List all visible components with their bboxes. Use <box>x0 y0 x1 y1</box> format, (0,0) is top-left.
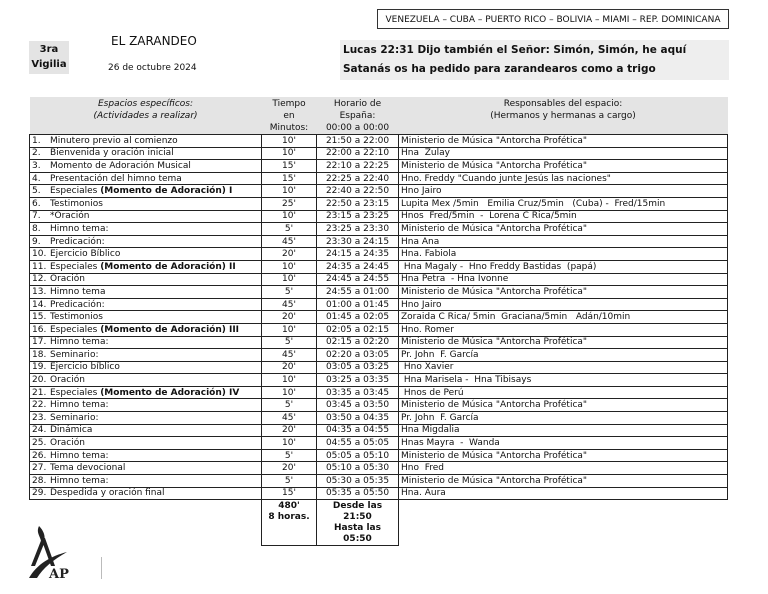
responsible-cell: Ministerio de Música "Antorcha Profética" <box>399 135 728 148</box>
table-row <box>30 273 728 286</box>
activity-cell <box>30 475 262 488</box>
schedule-cell: 24:15 a 24:35 <box>317 248 399 261</box>
header-minutes <box>262 97 317 135</box>
activity-cell <box>30 336 262 349</box>
title-block <box>70 30 240 80</box>
schedule-cell: 04:55 a 05:05 <box>317 437 399 450</box>
responsible-cell: Ministerio de Música "Antorcha Profética" <box>399 475 728 488</box>
total-range <box>317 500 399 546</box>
header-schedule-l3: 00:00 a 00:00 <box>325 123 390 133</box>
activity-name: Himno tema: <box>50 223 109 234</box>
activity-cell <box>30 298 262 311</box>
totals-blank-right <box>399 500 728 546</box>
responsible-cell: Hnos Fred/5min - Lorena C Rica/5min <box>399 210 728 223</box>
responsible-cell: Hna. Aura <box>399 487 728 500</box>
activity-number: 20. <box>32 375 47 386</box>
header-activity-title: Espacios específicos: <box>97 99 194 109</box>
table-row <box>30 248 728 261</box>
activity-cell <box>30 424 262 437</box>
responsible-cell: Zoraida C Rica/ 5min Graciana/5min Adán/10min <box>399 311 728 324</box>
activity-cell <box>30 185 262 198</box>
responsible-cell: Hna Zulay <box>399 147 728 160</box>
table-row <box>30 386 728 399</box>
responsible-cell: Hna Magaly - Hno Freddy Bastidas (papá) <box>399 260 728 273</box>
totals-row <box>30 500 728 546</box>
responsible-cell: Hna Migdalia <box>399 424 728 437</box>
activity-highlight: (Momento de Adoración) IV <box>100 387 240 398</box>
minutes-cell: 20' <box>262 311 317 324</box>
activity-cell <box>30 349 262 362</box>
activity-number: 12. <box>32 274 47 285</box>
vigilia-number: 3ra <box>39 44 59 55</box>
minutes-cell: 10' <box>262 147 317 160</box>
activity-number: 6. <box>32 198 41 209</box>
schedule-cell: 24:55 a 01:00 <box>317 286 399 299</box>
total-hours-value: 8 horas. <box>268 512 310 523</box>
table-row <box>30 323 728 336</box>
schedule-cell: 22:40 a 22:50 <box>317 185 399 198</box>
activity-number: 1. <box>32 135 41 146</box>
activity-name: Himno tema: <box>50 475 109 486</box>
responsible-cell: Hna. Fabiola <box>399 248 728 261</box>
activity-name: Especiales <box>50 324 101 335</box>
activity-name: Oración <box>50 274 85 285</box>
responsible-cell: Hno Xavier <box>399 361 728 374</box>
minutes-cell: 10' <box>262 185 317 198</box>
responsible-cell: Hno. Romer <box>399 323 728 336</box>
activity-highlight: (Momento de Adoración) III <box>100 324 240 335</box>
total-minutes <box>262 500 317 546</box>
activity-name: Ejercicio bíblico <box>50 362 120 373</box>
minutes-cell: 10' <box>262 386 317 399</box>
activity-name: Predicación: <box>50 299 105 310</box>
activity-cell <box>30 412 262 425</box>
minutes-cell: 5' <box>262 286 317 299</box>
activity-number: 10. <box>32 249 47 260</box>
responsible-cell: Pr. John F. García <box>399 349 728 362</box>
header-minutes-l3: Minutos: <box>269 123 309 133</box>
table-row <box>30 349 728 362</box>
activity-number: 9. <box>32 236 41 247</box>
minutes-cell: 45' <box>262 298 317 311</box>
activity-cell <box>30 210 262 223</box>
activity-number: 2. <box>32 148 41 159</box>
minutes-cell: 5' <box>262 336 317 349</box>
minutes-cell: 10' <box>262 210 317 223</box>
vigilia-label <box>29 41 69 74</box>
activity-name: *Oración <box>50 211 90 222</box>
activity-name: Seminario: <box>50 349 99 360</box>
activity-name: Especiales <box>50 387 101 398</box>
minutes-cell: 5' <box>262 449 317 462</box>
activity-number: 25. <box>32 438 47 449</box>
header-responsible-l2: (Hermanos y hermanas a cargo) <box>490 111 636 121</box>
responsible-cell: Ministerio de Música "Antorcha Profética" <box>399 399 728 412</box>
vigilia-word: Vigilia <box>31 59 67 70</box>
page-title: EL ZARANDEO <box>111 34 197 48</box>
table-row <box>30 475 728 488</box>
activity-name: Ejercicio Bíblico <box>50 249 121 260</box>
minutes-cell: 25' <box>262 197 317 210</box>
activity-cell <box>30 197 262 210</box>
minutes-cell: 10' <box>262 135 317 148</box>
schedule-cell: 05:05 a 05:10 <box>317 449 399 462</box>
activity-cell <box>30 374 262 387</box>
activity-number: 16. <box>32 324 47 335</box>
schedule-cell: 03:50 a 04:35 <box>317 412 399 425</box>
range-from-label: Desde las <box>332 501 383 512</box>
minutes-cell: 15' <box>262 160 317 173</box>
responsible-cell: Hno. Freddy "Cuando junte Jesús las naciones" <box>399 172 728 185</box>
responsible-cell: Ministerio de Música "Antorcha Profética" <box>399 336 728 349</box>
header-schedule-l2: España: <box>339 111 376 121</box>
activity-number: 7. <box>32 211 41 222</box>
minutes-cell: 20' <box>262 361 317 374</box>
activity-cell <box>30 135 262 148</box>
activity-number: 29. <box>32 488 47 499</box>
schedule-cell: 23:30 a 24:15 <box>317 235 399 248</box>
activity-number: 3. <box>32 160 41 171</box>
schedule-cell: 04:35 a 04:55 <box>317 424 399 437</box>
activity-number: 5. <box>32 186 41 197</box>
minutes-cell: 5' <box>262 399 317 412</box>
minutes-cell: 20' <box>262 462 317 475</box>
activity-name: Bienvenida y oración inicial <box>50 148 174 159</box>
table-row <box>30 336 728 349</box>
activity-name: Especiales <box>50 186 101 197</box>
schedule-cell: 23:25 a 23:30 <box>317 223 399 236</box>
antorcha-profetica-logo <box>25 520 75 582</box>
schedule-table <box>29 97 728 546</box>
schedule-cell: 24:35 a 24:45 <box>317 260 399 273</box>
activity-number: 17. <box>32 337 47 348</box>
activity-name: Oración <box>50 375 85 386</box>
activity-cell <box>30 160 262 173</box>
activity-cell <box>30 223 262 236</box>
range-from-time: 21:50 <box>343 512 372 523</box>
activity-number: 19. <box>32 362 47 373</box>
header-schedule-l1: Horario de <box>333 99 382 109</box>
header-activity-subtitle: (Actividades a realizar) <box>93 111 198 121</box>
activity-number: 23. <box>32 412 47 423</box>
activity-number: 28. <box>32 475 47 486</box>
minutes-cell: 15' <box>262 172 317 185</box>
table-row <box>30 223 728 236</box>
activity-number: 27. <box>32 463 47 474</box>
schedule-cell: 03:05 a 03:25 <box>317 361 399 374</box>
schedule-cell: 03:45 a 03:50 <box>317 399 399 412</box>
activity-cell <box>30 248 262 261</box>
activity-number: 22. <box>32 400 47 411</box>
activity-number: 4. <box>32 173 41 184</box>
schedule-cell: 03:35 a 03:45 <box>317 386 399 399</box>
activity-name: Minutero previo al comienzo <box>50 135 178 146</box>
table-row <box>30 197 728 210</box>
minutes-cell: 15' <box>262 487 317 500</box>
table-row <box>30 172 728 185</box>
activity-number: 21. <box>32 387 47 398</box>
table-row <box>30 210 728 223</box>
responsible-cell: Ministerio de Música "Antorcha Profética" <box>399 286 728 299</box>
activity-cell <box>30 399 262 412</box>
minutes-cell: 20' <box>262 424 317 437</box>
activity-highlight: (Momento de Adoración) II <box>100 261 236 272</box>
responsible-cell: Pr. John F. García <box>399 412 728 425</box>
table-row <box>30 412 728 425</box>
minutes-cell: 10' <box>262 437 317 450</box>
minutes-cell: 10' <box>262 323 317 336</box>
activity-cell <box>30 311 262 324</box>
activity-name: Himno tema: <box>50 450 109 461</box>
schedule-cell: 02:15 a 02:20 <box>317 336 399 349</box>
responsible-cell: Ministerio de Música "Antorcha Profética" <box>399 160 728 173</box>
schedule-cell: 22:00 a 22:10 <box>317 147 399 160</box>
responsible-cell: Hna Petra - Hna Ivonne <box>399 273 728 286</box>
table-row <box>30 361 728 374</box>
activity-name: Tema devocional <box>50 463 126 474</box>
header-minutes-l2: en <box>283 111 295 121</box>
activity-name: Dinámica <box>50 425 93 436</box>
range-to-time: 05:50 <box>343 534 372 545</box>
activity-cell <box>30 260 262 273</box>
activity-name: Despedida y oración final <box>50 488 165 499</box>
total-minutes-value: 480' <box>278 501 300 512</box>
bible-verse: Lucas 22:31 Dijo también el Señor: Simón, Simón, he aquí Satanás os ha pedido para zarandearos como a trigo <box>340 40 729 80</box>
responsible-cell: Hno Jairo <box>399 298 728 311</box>
schedule-cell: 24:45 a 24:55 <box>317 273 399 286</box>
schedule-cell: 02:20 a 03:05 <box>317 349 399 362</box>
activity-cell <box>30 361 262 374</box>
activity-cell <box>30 437 262 450</box>
schedule-cell: 05:35 a 05:50 <box>317 487 399 500</box>
table-row <box>30 424 728 437</box>
activity-number: 18. <box>32 349 47 360</box>
table-row <box>30 437 728 450</box>
responsible-cell: Hna Ana <box>399 235 728 248</box>
table-row <box>30 487 728 500</box>
header-responsible <box>399 97 728 135</box>
activity-cell <box>30 323 262 336</box>
header-responsible-l1: Responsables del espacio: <box>503 99 623 109</box>
range-to-label: Hasta las <box>334 523 381 534</box>
table-row <box>30 462 728 475</box>
activity-cell <box>30 235 262 248</box>
activity-name: Testimonios <box>50 312 103 323</box>
table-row <box>30 298 728 311</box>
table-row <box>30 135 728 148</box>
table-row <box>30 147 728 160</box>
minutes-cell: 10' <box>262 260 317 273</box>
activity-number: 26. <box>32 450 47 461</box>
responsible-cell: Hno Fred <box>399 462 728 475</box>
schedule-header-row <box>30 97 728 135</box>
activity-cell <box>30 462 262 475</box>
responsible-cell: Ministerio de Música "Antorcha Profética" <box>399 223 728 236</box>
event-date: 26 de octubre 2024 <box>108 63 197 73</box>
header-minutes-l1: Tiempo <box>272 99 306 109</box>
minutes-cell: 20' <box>262 248 317 261</box>
responsible-cell: Lupita Mex /5min Emilia Cruz/5min (Cuba) - Fred/15min <box>399 197 728 210</box>
responsible-cell: Hna Marisela - Hna Tibisays <box>399 374 728 387</box>
responsible-cell: Hnos de Perú <box>399 386 728 399</box>
schedule-cell: 05:10 a 05:30 <box>317 462 399 475</box>
activity-number: 8. <box>32 223 41 234</box>
minutes-cell: 5' <box>262 475 317 488</box>
minutes-cell: 10' <box>262 273 317 286</box>
activity-name: Predicación: <box>50 236 105 247</box>
activity-cell <box>30 172 262 185</box>
activity-number: 24. <box>32 425 47 436</box>
table-row <box>30 311 728 324</box>
table-row <box>30 286 728 299</box>
header-schedule <box>317 97 399 135</box>
schedule-cell: 05:30 a 05:35 <box>317 475 399 488</box>
activity-cell <box>30 147 262 160</box>
minutes-cell: 45' <box>262 349 317 362</box>
minutes-cell: 45' <box>262 235 317 248</box>
activity-name: Himno tema: <box>50 400 109 411</box>
minutes-cell: 45' <box>262 412 317 425</box>
schedule-cell: 23:15 a 23:25 <box>317 210 399 223</box>
table-row <box>30 235 728 248</box>
table-row <box>30 160 728 173</box>
activity-cell <box>30 286 262 299</box>
activity-number: 15. <box>32 312 47 323</box>
activity-cell <box>30 386 262 399</box>
responsible-cell: Ministerio de Música "Antorcha Profética" <box>399 449 728 462</box>
schedule-cell: 21:50 a 22:00 <box>317 135 399 148</box>
schedule-cell: 03:25 a 03:35 <box>317 374 399 387</box>
table-row <box>30 185 728 198</box>
table-row <box>30 374 728 387</box>
countries-banner: VENEZUELA – CUBA – PUERTO RICO – BOLIVIA – MIAMI – REP. DOMINICANA <box>377 9 729 29</box>
schedule-cell: 01:45 a 02:05 <box>317 311 399 324</box>
activity-number: 14. <box>32 299 47 310</box>
logo-letters: AP <box>49 567 69 582</box>
minutes-cell: 10' <box>262 374 317 387</box>
activity-number: 11. <box>32 261 47 272</box>
torch-logo-icon <box>25 520 75 582</box>
activity-name: Himno tema <box>50 286 106 297</box>
activity-name: Himno tema: <box>50 337 109 348</box>
table-row <box>30 399 728 412</box>
schedule-cell: 22:50 a 23:15 <box>317 197 399 210</box>
schedule-cell: 01:00 a 01:45 <box>317 298 399 311</box>
responsible-cell: Hnas Mayra - Wanda <box>399 437 728 450</box>
logo-divider <box>101 557 102 579</box>
header-activity <box>30 97 262 135</box>
activity-name: Testimonios <box>50 198 103 209</box>
activity-highlight: (Momento de Adoración) I <box>100 186 233 197</box>
activity-name: Especiales <box>50 261 101 272</box>
activity-cell <box>30 449 262 462</box>
activity-name: Seminario: <box>50 412 99 423</box>
table-row <box>30 260 728 273</box>
activity-number: 13. <box>32 286 47 297</box>
minutes-cell: 5' <box>262 223 317 236</box>
activity-name: Momento de Adoración Musical <box>50 160 191 171</box>
activity-cell <box>30 487 262 500</box>
activity-cell <box>30 273 262 286</box>
responsible-cell: Hno Jairo <box>399 185 728 198</box>
activity-name: Presentación del himno tema <box>50 173 182 184</box>
activity-name: Oración <box>50 438 85 449</box>
table-row <box>30 449 728 462</box>
schedule-cell: 22:10 a 22:25 <box>317 160 399 173</box>
schedule-cell: 02:05 a 02:15 <box>317 323 399 336</box>
schedule-cell: 22:25 a 22:40 <box>317 172 399 185</box>
